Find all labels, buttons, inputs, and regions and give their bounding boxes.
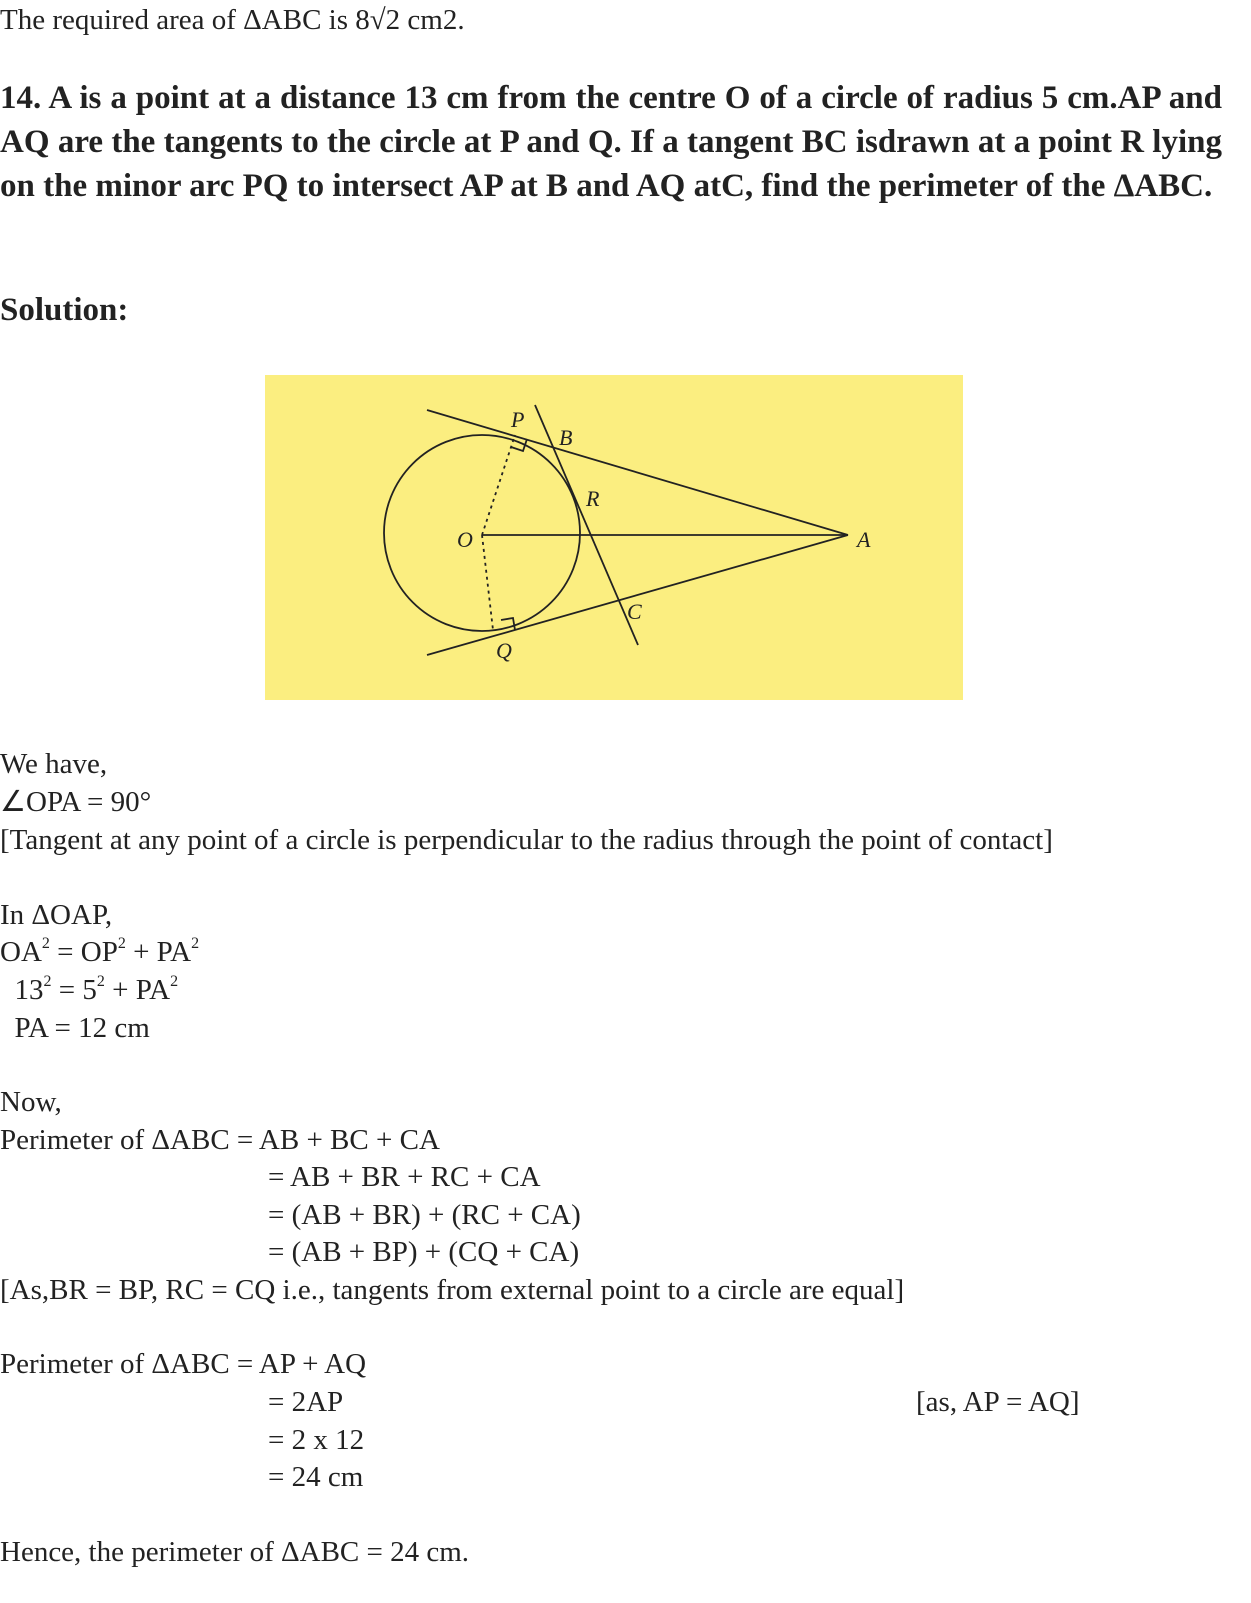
- eq-part: + PA: [125, 936, 192, 968]
- label-q: Q: [496, 638, 512, 663]
- text-line: [As,BR = BP, RC = CQ i.e., tangents from external point to a circle are equal]: [0, 1274, 905, 1306]
- label-r: R: [586, 486, 600, 511]
- diagram-svg: [265, 375, 963, 700]
- label-o: O: [457, 527, 473, 552]
- equation-line: [0, 935, 200, 968]
- exponent: 2: [117, 935, 126, 952]
- label-a: A: [857, 527, 871, 552]
- tangent-diagram: [265, 375, 963, 700]
- exponent: 2: [43, 973, 52, 990]
- text-line: Perimeter of ΔABC = AP + AQ: [0, 1348, 367, 1380]
- radius-op: [482, 435, 515, 535]
- text-line: [Tangent at any point of a circle is perpendicular to the radius through the point of contact]: [0, 824, 1053, 856]
- eq-part: = 5: [51, 974, 97, 1006]
- tangent-aq: [427, 535, 848, 655]
- label-p: P: [511, 407, 525, 432]
- text-line: = 24 cm: [268, 1461, 364, 1493]
- text-line: = AB + BR + RC + CA: [268, 1161, 541, 1193]
- label-c: C: [627, 599, 642, 624]
- previous-answer: The required area of ΔABC is 8√2 cm2.: [0, 4, 465, 36]
- eq-part: = OP: [49, 936, 118, 968]
- eq-part: OA: [0, 936, 42, 968]
- text-line: = 2 x 12: [268, 1424, 365, 1456]
- text-line: Perimeter of ΔABC = AB + BC + CA: [0, 1124, 440, 1156]
- text-line: PA = 12 cm: [0, 1012, 150, 1044]
- radius-oq: [482, 535, 493, 630]
- exponent: 2: [170, 973, 179, 990]
- question-text: 14. A is a point at a distance 13 cm from the centre O of a circle of radius 5 cm.AP and AQ are the tangents to the circle at P and Q. If a tangent BC isdrawn at a point R lying on the minor arc PQ to intersect AP at B and AQ atC, find the perimeter of the ΔABC.: [0, 80, 1222, 204]
- side-note: [as, AP = AQ]: [916, 1386, 1080, 1418]
- text-line: Now,: [0, 1086, 62, 1118]
- eq-part: 13: [0, 974, 44, 1006]
- text-line: In ΔOAP,: [0, 899, 113, 931]
- conclusion: Hence, the perimeter of ΔABC = 24 cm.: [0, 1536, 470, 1568]
- eq-part: + PA: [104, 974, 171, 1006]
- text-line: We have,: [0, 748, 108, 780]
- label-b: B: [559, 425, 573, 450]
- text-line: = (AB + BR) + (RC + CA): [268, 1199, 581, 1231]
- tangent-ap: [427, 410, 848, 535]
- solution-heading: Solution:: [0, 292, 129, 328]
- text-line: = 2AP: [268, 1386, 344, 1418]
- text-line: = (AB + BP) + (CQ + CA): [268, 1236, 580, 1268]
- exponent: 2: [191, 935, 200, 952]
- exponent: 2: [96, 973, 105, 990]
- text-line: ∠OPA = 90°: [0, 786, 152, 818]
- equation-line: [0, 973, 179, 1006]
- exponent: 2: [41, 935, 50, 952]
